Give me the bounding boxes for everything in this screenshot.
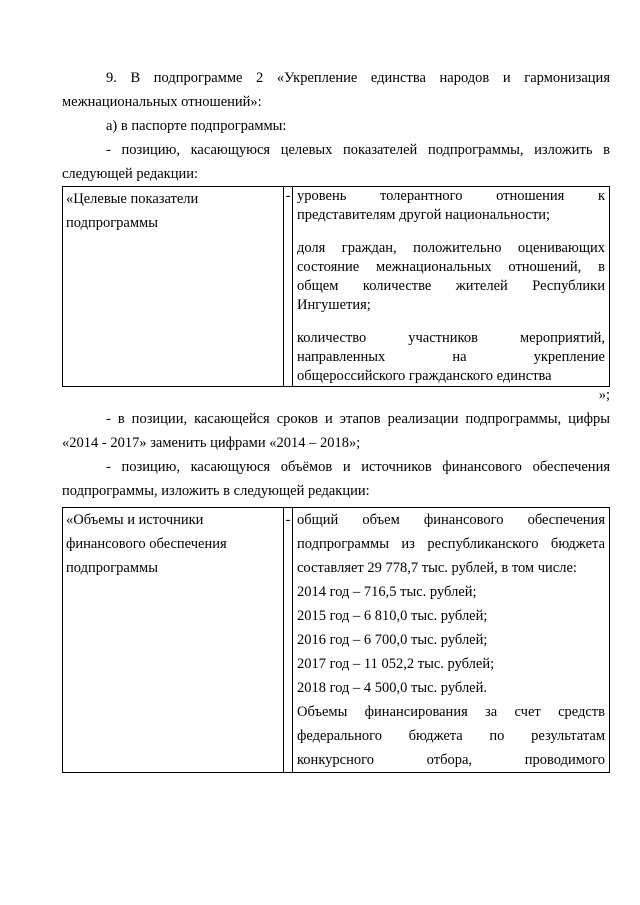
paragraph-9-line2: межнациональных отношений»:	[62, 94, 262, 110]
funding-text-line: конкурсного отбора, проводимого	[297, 752, 605, 768]
paragraph-a: а) в паспорте подпрограммы:	[106, 118, 287, 134]
table-row	[63, 508, 610, 773]
paragraph-terms-line2: «2014 - 2017» заменить цифрами «2014 – 2018»;	[62, 435, 361, 451]
target-item-3: количество участников мероприятий, направленных на укрепление общероссийского гражданского единства	[297, 330, 605, 384]
targets-label: «Целевые показатели подпрограммы	[66, 191, 199, 231]
table-row	[63, 187, 610, 387]
target-item-1: уровень толерантного отношения к представителям другой национальности;	[297, 188, 605, 223]
funding-year-2017: 2017 год – 11 052,2 тыс. рублей;	[297, 656, 495, 672]
funding-text-line: подпрограммы из республиканского бюджета	[297, 536, 605, 552]
quote-end-mark: »;	[598, 387, 610, 403]
funding-year-2014: 2014 год – 716,5 тыс. рублей;	[297, 584, 477, 600]
paragraph-funding-line2: подпрограммы, изложить в следующей редакции:	[62, 483, 370, 499]
paragraph-targets-line2: следующей редакции:	[62, 166, 199, 182]
dash: -	[285, 188, 291, 204]
funding-year-2015: 2015 год – 6 810,0 тыс. рублей;	[297, 608, 488, 624]
paragraph-funding-line1: - позицию, касающуюся объёмов и источников финансового обеспечения	[106, 459, 610, 475]
targets-label-cell	[63, 187, 284, 387]
paragraph-terms-line1: - в позиции, касающейся сроков и этапов реализации подпрограммы, цифры	[106, 411, 610, 427]
target-item-2: доля граждан, положительно оценивающих состояние межнациональных отношений, в общем количестве жителей Республики Ингушетия;	[297, 240, 605, 313]
paragraph-9-line1: 9. В подпрограмме 2 «Укрепление единства народов и гармонизация	[106, 70, 610, 86]
funding-label-line: финансового обеспечения	[66, 536, 227, 552]
funding-year-2018: 2018 год – 4 500,0 тыс. рублей.	[297, 680, 488, 696]
funding-label-line: подпрограммы	[66, 560, 158, 576]
funding-total: составляет 29 778,7 тыс. рублей, в том числе:	[297, 560, 577, 576]
funding-text-line: Объемы финансирования за счет средств	[297, 704, 605, 720]
funding-table	[62, 507, 610, 773]
dash: -	[285, 512, 291, 528]
document-page	[62, 66, 610, 773]
funding-label-cell	[63, 508, 284, 773]
targets-values-cell	[293, 187, 610, 387]
paragraph-targets-line1: - позицию, касающуюся целевых показателей подпрограммы, изложить в	[106, 142, 610, 158]
funding-text-line: общий объем финансового обеспечения	[297, 512, 605, 528]
funding-values-cell	[293, 508, 610, 773]
targets-table	[62, 186, 610, 387]
funding-dash-cell	[284, 508, 293, 773]
targets-dash-cell	[284, 187, 293, 387]
funding-text-line: федерального бюджета по результатам	[297, 728, 605, 744]
funding-label-line: «Объемы и источники	[66, 512, 204, 528]
funding-year-2016: 2016 год – 6 700,0 тыс. рублей;	[297, 632, 488, 648]
